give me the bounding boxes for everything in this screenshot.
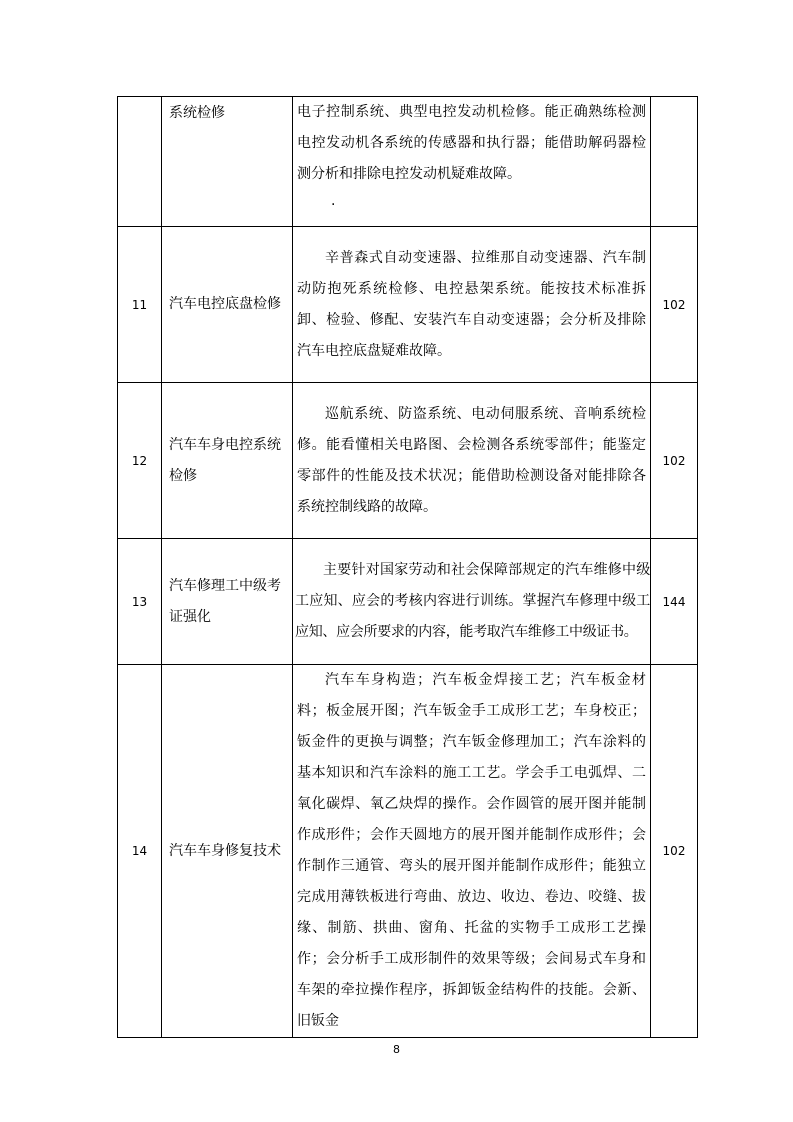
table-row <box>118 227 698 383</box>
course-description: 巡航系统、防盗系统、电动伺服系统、音响系统检修。能看懂相关电路图、会检测各系统零部件；能鉴定零部件的性能及技术状况；能借助检测设备对能排除各系统控制线路的故障。 <box>293 383 651 539</box>
course-hours: 102 <box>651 227 698 383</box>
course-table <box>117 96 698 1038</box>
course-name: 系统检修 <box>162 97 293 227</box>
trailing-mark: . <box>331 193 336 209</box>
course-name: 汽车电控底盘检修 <box>162 227 293 383</box>
course-name: 汽车车身电控系统检修 <box>162 383 293 539</box>
course-description: 汽车车身构造；汽车板金焊接工艺；汽车板金材料；板金展开图；汽车钣金手工成形工艺；车身校正；钣金件的更换与调整；汽车钣金修理加工；汽车涂料的基本知识和汽车涂料的施工工艺。学会手工电弧焊、二氧化碳焊、氧乙炔焊的操作。会作圆管的展开图并能制作成形件；会作天圆地方的展开图并能制作成形件；会作制作三通管、弯头的展开图并能制作成形件；能独立完成用薄铁板进行弯曲、放边、收边、卷边、咬缝、拔缘、制筋、拱曲、窗角、托盆的实物手工成形工艺操作；会分析手工成形制件的效果等级；会间易式车身和车架的牵拉操作程序，拆卸钣金结构件的技能。会新、旧钣金 <box>293 665 651 1038</box>
page-number: 8 <box>393 1043 400 1056</box>
course-hours: 144 <box>651 539 698 665</box>
course-name: 汽车车身修复技术 <box>162 665 293 1038</box>
row-number: 13 <box>118 539 162 665</box>
course-description: 主要针对国家劳动和社会保障部规定的汽车维修中级工应知、应会的考核内容进行训练。掌握汽车修理中级工应知、应会所要求的内容，能考取汽车维修工中级证书。 <box>293 539 651 665</box>
table-row <box>118 665 698 1038</box>
course-description-cell <box>293 97 651 227</box>
row-number <box>118 97 162 227</box>
course-name: 汽车修理工中级考证强化 <box>162 539 293 665</box>
table-row <box>118 539 698 665</box>
course-description: 电子控制系统、典型电控发动机检修。能正确熟练检测电控发动机各系统的传感器和执行器；能借助解码器检测分析和排除电控发动机疑难故障。 <box>297 104 646 182</box>
table-row <box>118 383 698 539</box>
row-number: 12 <box>118 383 162 539</box>
row-number: 14 <box>118 665 162 1038</box>
table-row <box>118 97 698 227</box>
course-hours <box>651 97 698 227</box>
course-hours: 102 <box>651 665 698 1038</box>
course-hours: 102 <box>651 383 698 539</box>
row-number: 11 <box>118 227 162 383</box>
course-description: 辛普森式自动变速器、拉维那自动变速器、汽车制动防抱死系统检修、电控悬架系统。能按技术标准拆卸、检验、修配、安装汽车自动变速器；会分析及排除汽车电控底盘疑难故障。 <box>293 227 651 383</box>
